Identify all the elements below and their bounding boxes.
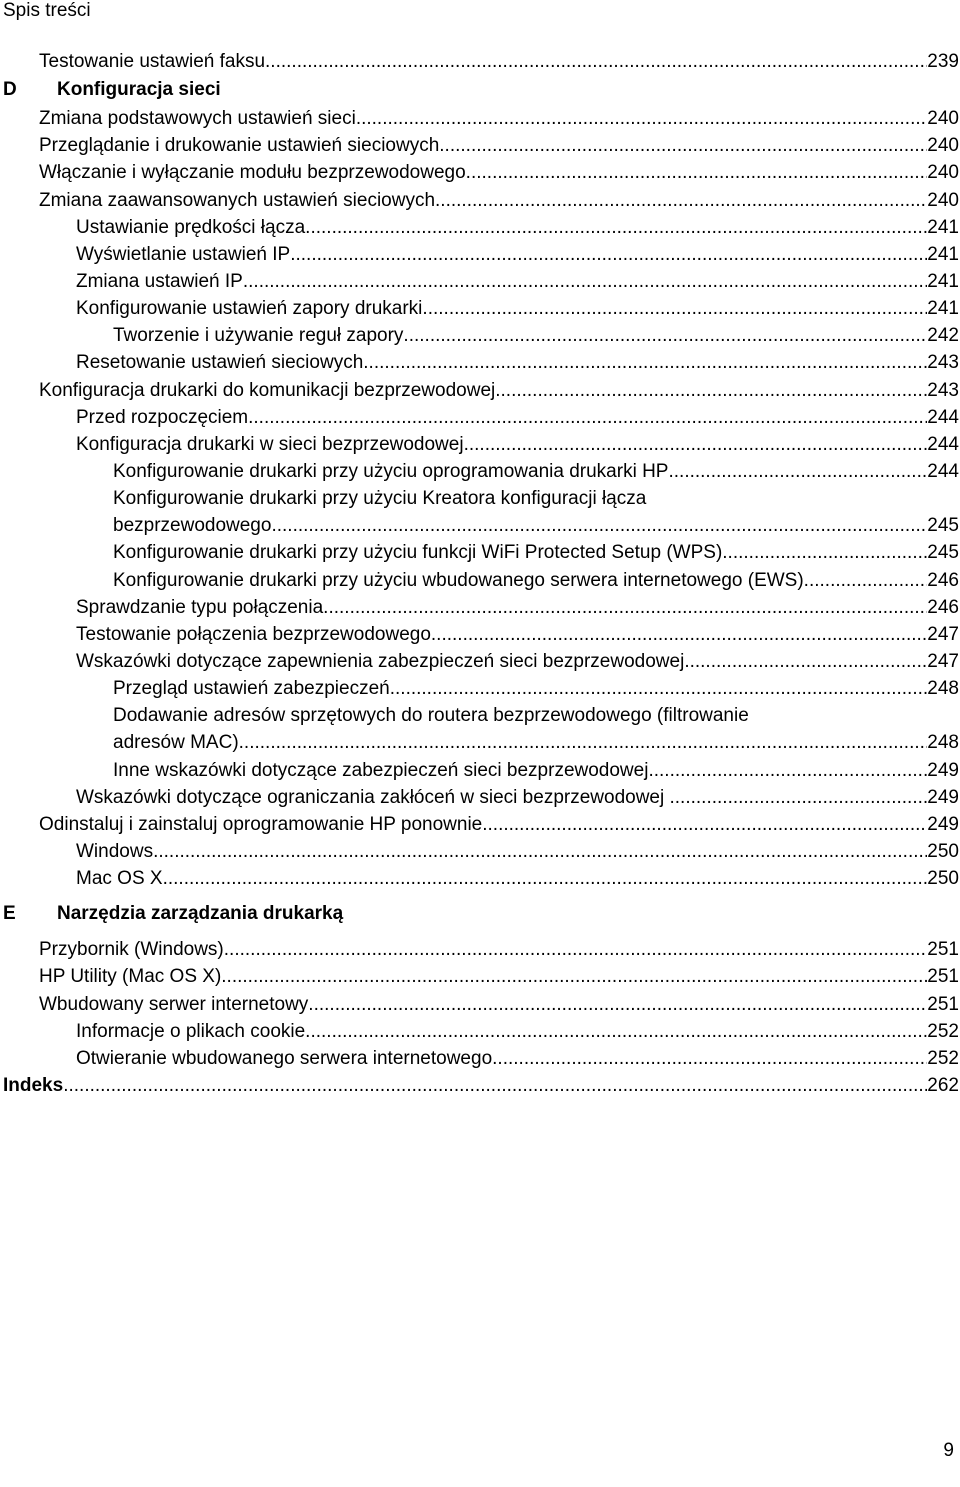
toc-row [0, 512, 960, 539]
toc-row [0, 458, 960, 485]
toc-entry-title: Otwieranie wbudowanego serwera internetowego [76, 1047, 493, 1069]
toc-entry-title: Konfigurowanie drukarki przy użyciu oprogramowania drukarki HP [113, 460, 669, 482]
toc-leader-dots [153, 838, 927, 865]
toc-entry[interactable] [76, 268, 959, 295]
toc-entry[interactable] [76, 865, 959, 892]
toc-entry-title: Windows [76, 840, 154, 862]
toc-entry[interactable] [113, 512, 959, 539]
toc-entry[interactable] [39, 105, 959, 132]
toc-leader-dots [670, 784, 928, 811]
toc-row [0, 621, 960, 648]
toc-entry-title: Tworzenie i używanie reguł zapory [113, 325, 404, 347]
toc-entry[interactable] [39, 377, 959, 404]
toc-entry-index[interactable] [3, 1072, 959, 1099]
toc-row [0, 214, 960, 241]
toc-entry-page: 245 [927, 515, 959, 537]
toc-entry-page: 243 [927, 379, 959, 401]
toc-entry-title: Mac OS X [76, 868, 163, 890]
toc-entry[interactable] [113, 322, 959, 349]
toc-chapter-row [0, 892, 960, 936]
toc-entry-page: 244 [927, 433, 959, 455]
toc-entry-page: 243 [927, 352, 959, 374]
toc-entry[interactable] [113, 458, 959, 485]
toc-leader-dots [290, 241, 927, 268]
toc-entry-title: Zmiana podstawowych ustawień sieci [39, 108, 356, 130]
toc-row [0, 729, 960, 756]
toc-entry[interactable] [76, 838, 959, 865]
toc-leader-dots [804, 567, 928, 594]
toc-leader-dots [356, 105, 927, 132]
toc-entry-title: bezprzewodowego [113, 515, 272, 537]
toc-row [0, 431, 960, 458]
toc-entry[interactable] [76, 594, 959, 621]
toc-row [0, 241, 960, 268]
toc-entry-title-wrapped[interactable]: Dodawanie adresów sprzętowych do routera bezprzewodowego (filtrowanie [113, 705, 749, 727]
toc-leader-dots [305, 214, 927, 241]
chapter-title[interactable]: Narzędzia zarządzania drukarką [57, 903, 344, 925]
toc-entry-page: 251 [927, 966, 959, 988]
toc-row [0, 322, 960, 349]
toc-row [0, 702, 960, 729]
toc-entry[interactable] [39, 963, 959, 990]
toc-leader-dots [271, 512, 927, 539]
toc-leader-dots [163, 865, 928, 892]
toc-entry-page: 240 [927, 108, 959, 130]
toc-leader-dots [323, 594, 927, 621]
toc-leader-dots [363, 349, 927, 376]
toc-entry-title: Przegląd ustawień zabezpieczeń [113, 678, 390, 700]
toc-entry-title: Sprawdzanie typu połączenia [76, 596, 324, 618]
page-number: 9 [943, 1440, 954, 1461]
toc-entry-title: Informacje o plikach cookie [76, 1020, 306, 1042]
toc-leader-dots [482, 811, 927, 838]
chapter-letter: D [3, 79, 17, 101]
toc-entry-page: 244 [927, 406, 959, 428]
toc-row [0, 377, 960, 404]
toc-entry-title: Konfigurowanie ustawień zapory drukarki [76, 298, 423, 320]
toc-row [0, 865, 960, 892]
toc-leader-dots [248, 404, 927, 431]
toc-leader-dots [403, 322, 927, 349]
toc-entry-title: Przybornik (Windows) [39, 939, 224, 961]
toc-row [0, 132, 960, 159]
toc-entry[interactable] [76, 648, 959, 675]
page-header-title: Spis treści [3, 0, 91, 21]
toc-entry-page: 247 [927, 623, 959, 645]
toc-entry[interactable] [39, 991, 959, 1018]
toc-row [0, 963, 960, 990]
toc-leader-dots [239, 729, 928, 756]
toc-entry-page: 248 [927, 732, 959, 754]
toc-entry-title: Wbudowany serwer internetowy [39, 993, 309, 1015]
toc-entry[interactable] [39, 811, 959, 838]
toc-entry-title: Testowanie połączenia bezprzewodowego [76, 623, 431, 645]
toc-leader-dots [648, 757, 927, 784]
toc-row [0, 539, 960, 566]
toc-row [0, 1018, 960, 1045]
toc-entry-page: 240 [927, 189, 959, 211]
toc-entry-title: Indeks [3, 1074, 64, 1096]
toc-row [0, 187, 960, 214]
toc-entry-page: 250 [927, 840, 959, 862]
toc-row [0, 784, 960, 811]
toc-leader-dots [63, 1072, 927, 1099]
toc-entry[interactable] [76, 1018, 959, 1045]
toc-entry[interactable] [39, 132, 959, 159]
toc-entry-title-wrapped[interactable]: Konfigurowanie drukarki przy użyciu Kreatora konfiguracji łącza [113, 488, 647, 510]
toc-entry-page: 245 [927, 542, 959, 564]
toc-entry-title: HP Utility (Mac OS X) [39, 966, 222, 988]
toc-entry-title: Konfigurowanie drukarki przy użyciu funkcji WiFi Protected Setup (WPS) [113, 542, 723, 564]
toc-entry[interactable] [39, 936, 959, 963]
toc-row [0, 1072, 960, 1099]
toc-row [0, 991, 960, 1018]
toc-entry-title: Konfiguracja drukarki do komunikacji bezprzewodowej [39, 379, 496, 401]
toc-entry[interactable] [113, 729, 959, 756]
toc-row [0, 295, 960, 322]
toc-entry[interactable] [39, 187, 959, 214]
toc-entry[interactable] [76, 621, 959, 648]
toc-entry-title: Ustawianie prędkości łącza [76, 216, 306, 238]
toc-leader-dots [495, 377, 927, 404]
toc-leader-dots [390, 675, 928, 702]
chapter-title[interactable]: Konfiguracja sieci [57, 79, 221, 101]
toc-entry[interactable] [39, 159, 959, 186]
toc-leader-dots [492, 1045, 927, 1072]
toc-entry-title: Konfigurowanie drukarki przy użyciu wbudowanego serwera internetowego (EWS) [113, 569, 804, 591]
toc-leader-dots [265, 48, 927, 75]
toc-entry[interactable] [76, 404, 959, 431]
toc-entry-title: Inne wskazówki dotyczące zabezpieczeń sieci bezprzewodowej [113, 759, 649, 781]
toc-entry-page: 240 [927, 135, 959, 157]
toc-leader-dots [722, 539, 927, 566]
toc-entry-title: Zmiana ustawień IP [76, 270, 243, 292]
toc-leader-dots [439, 132, 927, 159]
toc-leader-dots [243, 268, 927, 295]
toc-entry[interactable] [113, 675, 959, 702]
toc-leader-dots [422, 295, 927, 322]
toc-entry[interactable] [76, 431, 959, 458]
toc-entry[interactable] [113, 757, 959, 784]
toc-entry[interactable] [39, 48, 959, 75]
toc-entry-page: 249 [927, 759, 959, 781]
toc-entry-page: 240 [927, 162, 959, 184]
toc-entry-page: 246 [927, 569, 959, 591]
toc-entry[interactable] [76, 784, 959, 811]
toc-row [0, 675, 960, 702]
toc-entry-title: Wskazówki dotyczące ograniczania zakłóceń w sieci bezprzewodowej [76, 786, 670, 808]
toc-row [0, 349, 960, 376]
toc-entry-page: 246 [927, 596, 959, 618]
toc-row [0, 936, 960, 963]
toc-entry[interactable] [76, 349, 959, 376]
toc-entry-page: 251 [927, 939, 959, 961]
toc-leader-dots [305, 1018, 927, 1045]
toc-entry-title: Włączanie i wyłączanie modułu bezprzewodowego [39, 162, 466, 184]
toc-entry-title: Testowanie ustawień faksu [39, 51, 266, 72]
toc-entry-page: 249 [927, 786, 959, 808]
toc-leader-dots [435, 187, 927, 214]
toc-entry-title: Przeglądanie i drukowanie ustawień sieciowych [39, 135, 440, 157]
toc-entry-title: Zmiana zaawansowanych ustawień sieciowych [39, 189, 436, 211]
toc-entry[interactable] [76, 1045, 959, 1072]
toc-entry-page: 241 [927, 270, 959, 292]
toc-entry-title: Resetowanie ustawień sieciowych [76, 352, 364, 374]
toc-row [0, 594, 960, 621]
toc-leader-dots [431, 621, 927, 648]
chapter-letter: E [3, 903, 16, 925]
toc-row [0, 1045, 960, 1072]
toc-row [0, 159, 960, 186]
table-of-contents [0, 48, 960, 1099]
toc-entry-page: 241 [927, 243, 959, 265]
toc-entry-page: 250 [927, 868, 959, 890]
toc-entry-page: 252 [927, 1020, 959, 1042]
toc-entry-title: Przed rozpoczęciem [76, 406, 249, 428]
toc-chapter-row [0, 75, 960, 105]
toc-entry-title: Odinstaluj i zainstaluj oprogramowanie HP ponownie [39, 813, 483, 835]
toc-entry-page: 241 [927, 216, 959, 238]
toc-entry[interactable] [113, 567, 959, 594]
toc-leader-dots [221, 963, 927, 990]
toc-leader-dots [464, 431, 928, 458]
toc-row [0, 404, 960, 431]
toc-entry-page: 252 [927, 1047, 959, 1069]
toc-entry-page: 247 [927, 650, 959, 672]
toc-row [0, 757, 960, 784]
toc-entry-page: 262 [927, 1074, 959, 1096]
toc-row [0, 648, 960, 675]
toc-entry-page: 251 [927, 993, 959, 1015]
toc-row [0, 567, 960, 594]
toc-row [0, 268, 960, 295]
toc-entry[interactable] [76, 214, 959, 241]
toc-entry-page: 249 [927, 813, 959, 835]
toc-entry[interactable] [113, 539, 959, 566]
toc-leader-dots [684, 648, 927, 675]
toc-entry-title: Wskazówki dotyczące zapewnienia zabezpieczeń sieci bezprzewodowej [76, 650, 685, 672]
toc-entry-page: 248 [927, 678, 959, 700]
toc-row [0, 838, 960, 865]
toc-row [0, 811, 960, 838]
toc-row [0, 48, 960, 75]
toc-entry-title: adresów MAC) [113, 732, 239, 754]
toc-entry-title: Wyświetlanie ustawień IP [76, 243, 291, 265]
toc-row [0, 105, 960, 132]
toc-row [0, 485, 960, 512]
toc-entry[interactable] [76, 241, 959, 268]
toc-entry[interactable] [76, 295, 959, 322]
toc-entry-page: 244 [927, 460, 959, 482]
toc-entry-page: 239 [927, 51, 959, 72]
toc-leader-dots [308, 991, 927, 1018]
toc-leader-dots [224, 936, 928, 963]
toc-entry-page: 242 [927, 325, 959, 347]
toc-entry-page: 241 [927, 298, 959, 320]
toc-entry-title: Konfiguracja drukarki w sieci bezprzewodowej [76, 433, 464, 455]
toc-leader-dots [668, 458, 927, 485]
toc-leader-dots [466, 159, 928, 186]
